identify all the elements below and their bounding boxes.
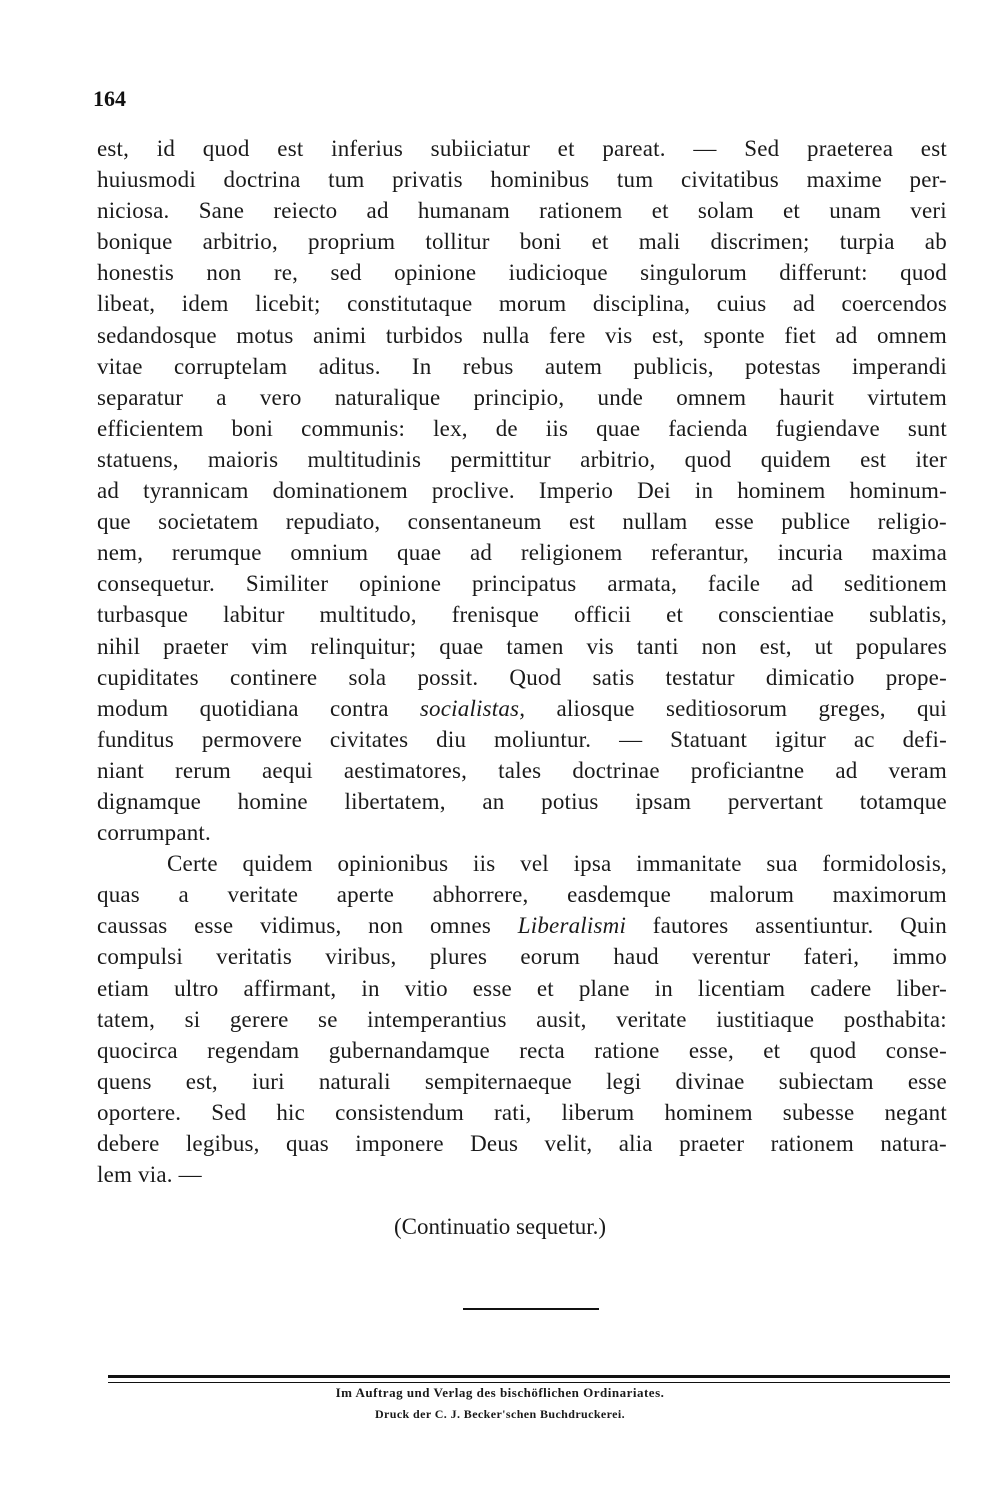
page-number: 164 — [93, 86, 126, 111]
text-line: efficientem boni communis: lex, de iis quae facienda fugiendave sunt — [97, 415, 947, 441]
text-line: ad tyrannicam dominationem proclive. Imperio Dei in hominem hominum- — [97, 478, 947, 504]
text-line: corrumpant. — [97, 820, 211, 846]
text-line: cupiditates continere sola possit. Quod satis testatur dimicatio prope- — [97, 664, 947, 690]
continuatio-note: (Continuatio sequetur.) — [393, 1214, 607, 1239]
text-line: quocirca regendam gubernandamque recta ratione esse, et quod conse- — [97, 1037, 947, 1063]
text-line: funditus permovere civitates diu moliuntur. — Statuant igitur ac defi- — [97, 726, 947, 752]
text-line: compulsi veritatis viribus, plures eorum haud verentur fateri, immo — [97, 944, 947, 970]
text-line: niant rerum aequi aestimatores, tales doctrinae proficiantne ad veram — [97, 757, 947, 783]
text-line: niciosa. Sane reiecto ad humanam rationem et solam et unam veri — [97, 198, 947, 224]
text-line: modum quotidiana contra socialistas, aliosque seditiosorum greges, qui — [97, 695, 947, 721]
text-line: etiam ultro affirmant, in vitio esse et plane in licentiam cadere liber- — [97, 975, 947, 1001]
footer-publisher: Im Auftrag und Verlag des bischöflichen Ordinariates. — [335, 1385, 665, 1400]
text-line: statuens, maioris multitudinis permittitur arbitrio, quod quidem est iter — [97, 446, 947, 472]
text-line: bonique arbitrio, proprium tollitur boni et mali discrimen; turpia ab — [97, 229, 947, 255]
text-line: huiusmodi doctrina tum privatis hominibus tum civitatibus maxime per- — [97, 167, 947, 193]
footer-rule-thick — [108, 1375, 950, 1378]
text-line: nihil praeter vim relinquitur; quae tamen vis tanti non est, ut populares — [97, 633, 947, 659]
text-line: Certe quidem opinionibus iis vel ipsa immanitate sua formidolosis, — [167, 851, 947, 877]
section-divider — [463, 1308, 599, 1310]
text-line: nem, rerumque omnium quae ad religionem referantur, incuria maxima — [97, 540, 947, 566]
text-line: tatem, si gerere se intemperantius ausit, veritate iustitiaque posthabita: — [97, 1006, 947, 1032]
text-line: lem via. — — [97, 1162, 202, 1188]
text-line: caussas esse vidimus, non omnes Liberalismi fautores assentiuntur. Quin — [97, 913, 947, 939]
text-line: que societatem repudiato, consentaneum est nullam esse publice religio- — [97, 509, 947, 535]
footer-rule-thin — [108, 1382, 950, 1383]
text-line: separatur a vero naturalique principio, unde omnem haurit virtutem — [97, 384, 947, 410]
text-line: turbasque labitur multitudo, frenisque officii et conscientiae sublatis, — [97, 602, 947, 628]
text-line: est, id quod est inferius subiiciatur et pareat. — Sed praeterea est — [97, 136, 947, 161]
text-line: dignamque homine libertatem, an potius ipsam pervertant totamque — [97, 788, 947, 814]
text-line: oportere. Sed hic consistendum rati, liberum hominem subesse negant — [97, 1099, 947, 1125]
text-line: consequetur. Similiter opinione principatus armata, facile ad seditionem — [97, 571, 947, 597]
body-text — [97, 133, 947, 1190]
footer-printer: Druck der C. J. Becker'schen Buchdruckerei. — [374, 1407, 626, 1421]
text-line: vitae corruptelam aditus. In rebus autem publicis, potestas imperandi — [97, 353, 947, 379]
text-line: sedandosque motus animi turbidos nulla fere vis est, sponte fiet ad omnem — [97, 322, 947, 348]
text-line: honestis non re, sed opinione iudicioque singulorum differunt: quod — [97, 260, 947, 286]
text-line: libeat, idem licebit; constitutaque morum disciplina, cuius ad coercendos — [97, 291, 947, 317]
text-line: debere legibus, quas imponere Deus velit, alia praeter rationem natura- — [97, 1131, 947, 1156]
text-line: quens est, iuri naturali sempiternaeque legi divinae subiectam esse — [97, 1068, 947, 1094]
text-line: quas a veritate aperte abhorrere, easdemque malorum maximorum — [97, 882, 947, 908]
